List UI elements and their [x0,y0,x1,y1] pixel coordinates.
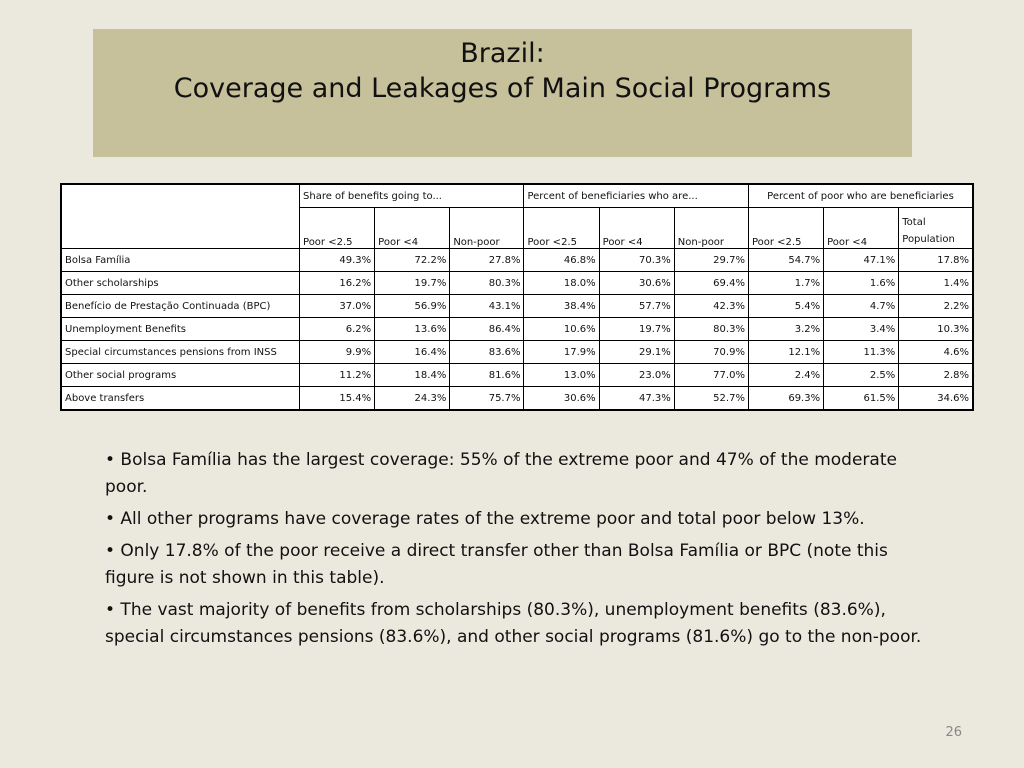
bullet-item: • Bolsa Família has the largest coverage: 55% of the extreme poor and 47% of the moderate poor. [105,450,897,497]
subheader-cell: Poor <4 [375,208,450,249]
table-cell: 23.0% [599,364,674,387]
table-row [61,295,973,318]
subheader-cell: Poor <2.5 [524,208,599,249]
table-cell: 54.7% [748,249,823,272]
table-cell: 80.3% [674,318,748,341]
table-cell: 16.4% [375,341,450,364]
table-cell: 61.5% [824,387,899,411]
subheader-cell: Poor <2.5 [300,208,375,249]
table-cell: 43.1% [450,295,524,318]
subheader-cell: Poor <4 [599,208,674,249]
table-cell: 13.6% [375,318,450,341]
table-cell: 10.6% [524,318,599,341]
table-cell: 70.9% [674,341,748,364]
table-cell: 81.6% [450,364,524,387]
row-label: Other scholarships [61,272,300,295]
table-cell: 38.4% [524,295,599,318]
table-cell: 80.3% [450,272,524,295]
table-cell: 27.8% [450,249,524,272]
table-cell: 18.0% [524,272,599,295]
table-cell: 77.0% [674,364,748,387]
table-row [61,318,973,341]
coverage-table [60,183,974,411]
table-cell: 13.0% [524,364,599,387]
group-header-share: Share of benefits going to... [300,184,524,208]
table-cell: 2.5% [824,364,899,387]
table-cell: 11.2% [300,364,375,387]
table-cell: 4.6% [899,341,973,364]
table-cell: 70.3% [599,249,674,272]
table-cell: 17.8% [899,249,973,272]
table-cell: 1.4% [899,272,973,295]
table-cell: 17.9% [524,341,599,364]
row-label: Benefício de Prestação Continuada (BPC) [61,295,300,318]
bullet-list [105,447,935,656]
table-row [61,387,973,411]
table-cell: 29.1% [599,341,674,364]
table-cell: 19.7% [599,318,674,341]
group-header-poor-beneficiaries: Percent of poor who are beneficiaries [748,184,973,208]
table-cell: 49.3% [300,249,375,272]
subheader-cell: Total Population [899,208,973,249]
table-cell: 37.0% [300,295,375,318]
table-cell: 86.4% [450,318,524,341]
subheader-cell: Poor <2.5 [748,208,823,249]
table-cell: 29.7% [674,249,748,272]
group-header-beneficiaries: Percent of beneficiaries who are... [524,184,748,208]
row-label: Unemployment Benefits [61,318,300,341]
table-cell: 5.4% [748,295,823,318]
table-cell: 9.9% [300,341,375,364]
table-cell: 2.2% [899,295,973,318]
table-cell: 3.2% [748,318,823,341]
row-label: Above transfers [61,387,300,411]
table-cell: 30.6% [599,272,674,295]
table-cell: 47.3% [599,387,674,411]
table-row [61,272,973,295]
table-cell: 1.7% [748,272,823,295]
table-cell: 11.3% [824,341,899,364]
table-cell: 47.1% [824,249,899,272]
table-cell: 1.6% [824,272,899,295]
table-cell: 30.6% [524,387,599,411]
table-cell: 15.4% [300,387,375,411]
bullet-item: • All other programs have coverage rates of the extreme poor and total poor below 13%. [105,509,865,529]
table-cell: 2.8% [899,364,973,387]
bullet-item: • The vast majority of benefits from scholarships (80.3%), unemployment benefits (83.6%), special circumstances pensions (83.6%), and other social programs (81.6%) go to the non-poor. [105,600,922,647]
slide-title-box [93,29,912,157]
table-cell: 2.4% [748,364,823,387]
subheader-cell: Non-poor [674,208,748,249]
table-cell: 34.6% [899,387,973,411]
table-cell: 4.7% [824,295,899,318]
table-cell: 57.7% [599,295,674,318]
table-cell: 6.2% [300,318,375,341]
table-cell: 12.1% [748,341,823,364]
table-cell: 18.4% [375,364,450,387]
page-number: 26 [945,725,962,740]
table-cell: 56.9% [375,295,450,318]
row-label: Other social programs [61,364,300,387]
table-row [61,341,973,364]
subheader-cell: Non-poor [450,208,524,249]
table-cell: 16.2% [300,272,375,295]
table-cell: 24.3% [375,387,450,411]
table-cell: 19.7% [375,272,450,295]
table-cell: 83.6% [450,341,524,364]
table-cell: 69.3% [748,387,823,411]
slide-title-line1: Brazil: [460,38,545,69]
table-cell: 72.2% [375,249,450,272]
subheader-cell: Poor <4 [824,208,899,249]
table-cell: 52.7% [674,387,748,411]
slide-title-line2: Coverage and Leakages of Main Social Programs [173,73,832,104]
table-corner-cell [61,184,300,249]
row-label: Bolsa Família [61,249,300,272]
table-cell: 3.4% [824,318,899,341]
table-row [61,364,973,387]
table-cell: 75.7% [450,387,524,411]
table-cell: 42.3% [674,295,748,318]
table-cell: 69.4% [674,272,748,295]
bullet-item: • Only 17.8% of the poor receive a direct transfer other than Bolsa Família or BPC (note this figure is not shown in this table). [105,541,888,588]
row-label: Special circumstances pensions from INSS [61,341,300,364]
table-cell: 10.3% [899,318,973,341]
table-row [61,249,973,272]
table-cell: 46.8% [524,249,599,272]
